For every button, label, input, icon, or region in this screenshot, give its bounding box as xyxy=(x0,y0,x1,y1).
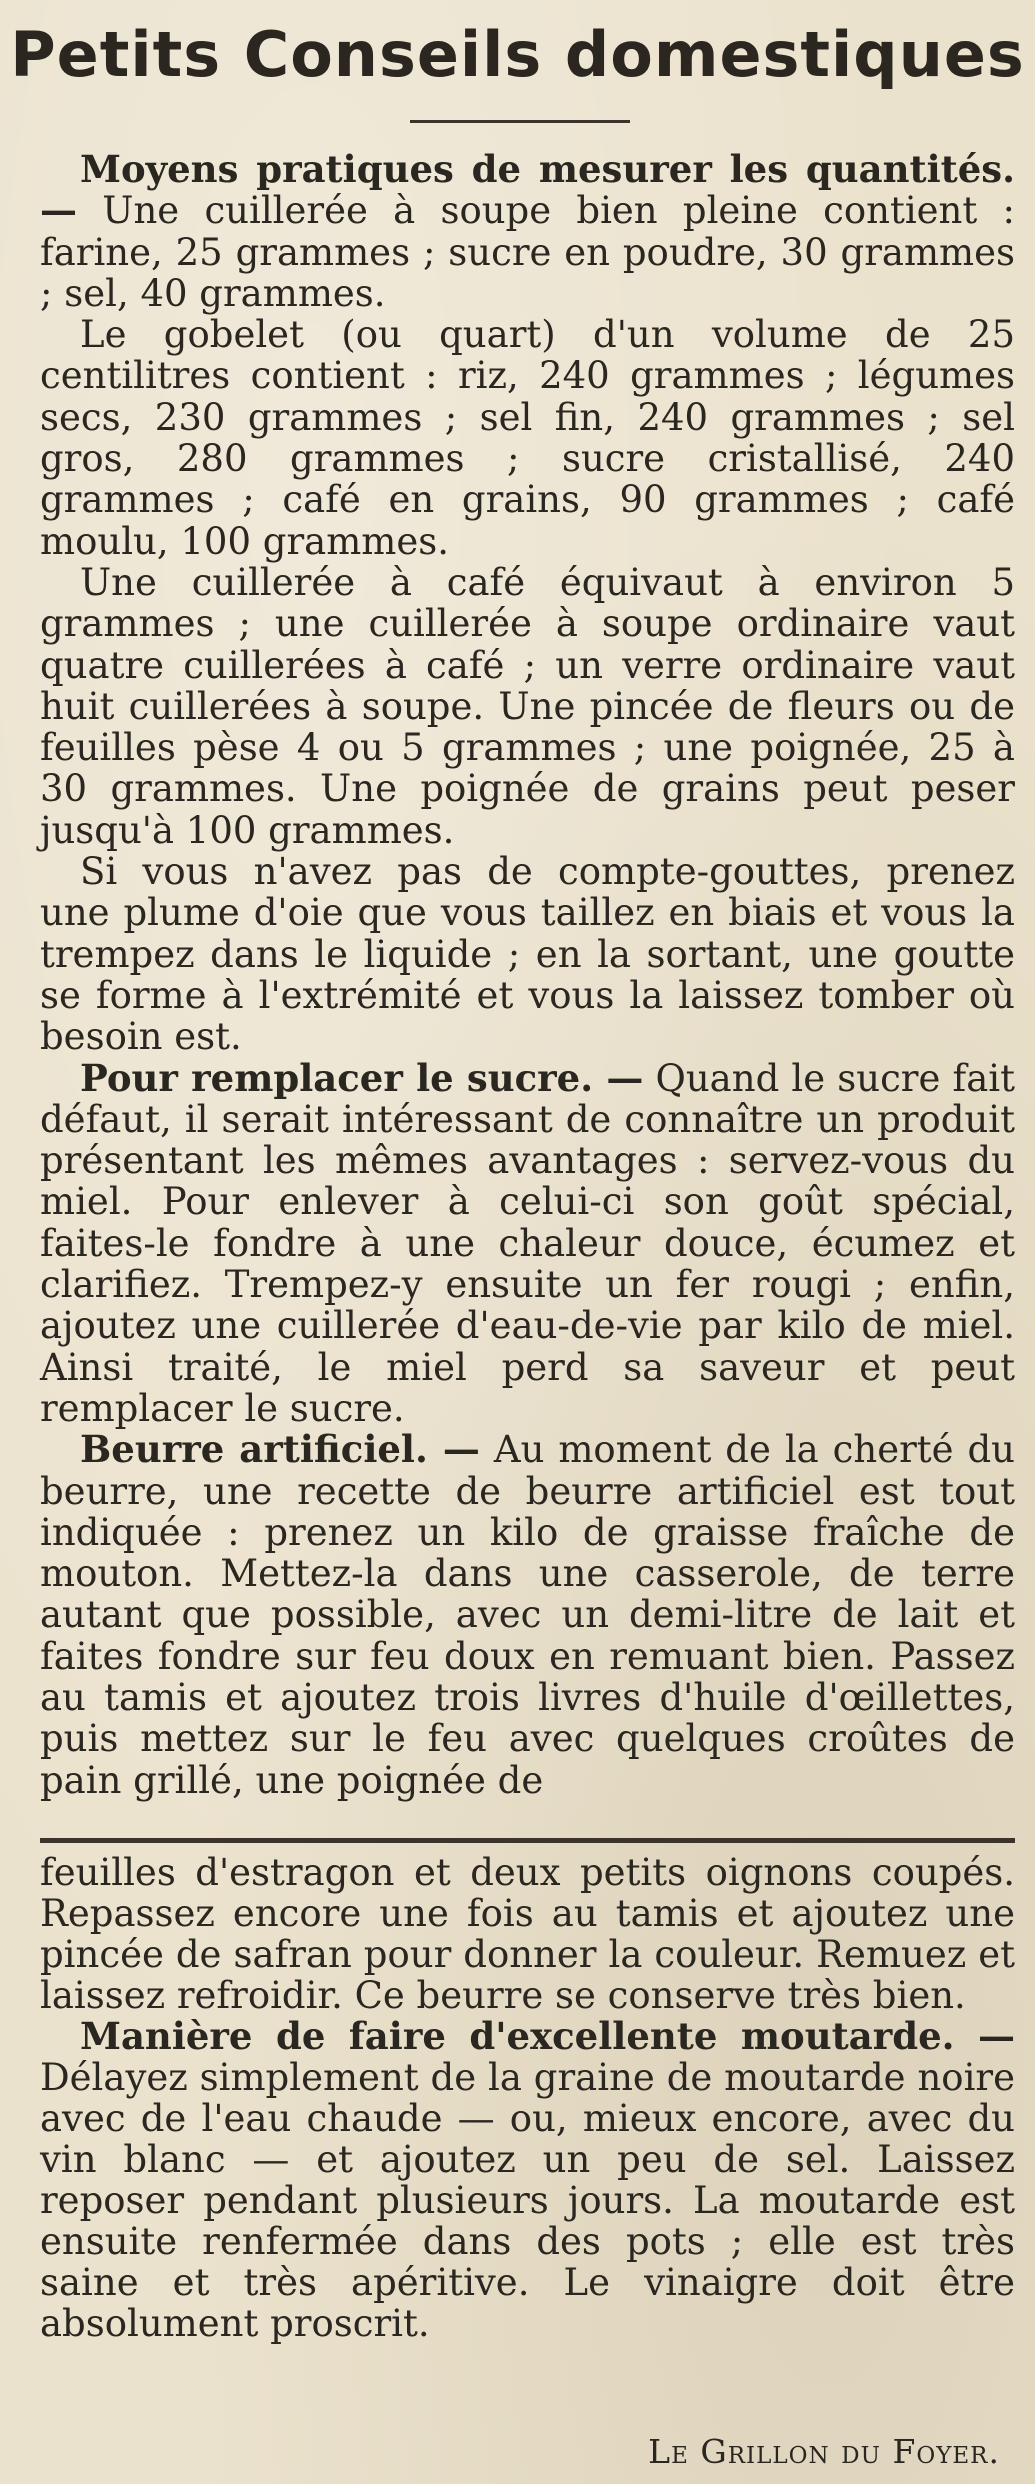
section-butter xyxy=(40,1429,1015,1801)
title-rule xyxy=(410,120,630,123)
article-column-bottom xyxy=(40,1852,1015,2344)
article-signature: Le Grillon du Foyer. xyxy=(648,2432,1000,2471)
paragraph-teaspoon: Une cuillerée à café équivaut à environ 5 grammes ; une cuillerée à soupe ordinaire vaut quatre cuillerées à café ; un verre ordinaire vaut huit cuillerées à soupe. Une pincée de fleurs ou de feuilles pèse 4 ou 5 grammes ; une poignée, 25 à 30 grammes. Une poignée de grains peut peser jusqu'à 100 grammes. xyxy=(40,560,1015,852)
column-divider xyxy=(40,1838,1015,1843)
section-heading-measures: Moyens pratiques de mesurer les quantités. — xyxy=(40,147,1015,233)
section-mustard xyxy=(40,2016,1015,2344)
article-column-top xyxy=(40,149,1015,1801)
paragraph-butter: Au moment de la cherté du beurre, une recette de beurre artificiel est tout indiquée : prenez un kilo de graisse fraîche de mouton. Mettez-la dans une casserole, de terre autant que possible, avec un demi-litre de lait et faites fondre sur feu doux en remuant bien. Passez au tamis et ajoutez trois livres d'huile d'œillettes, puis mettez sur le feu avec quelques croûtes de pain grillé, une poignée de xyxy=(40,1428,1015,1802)
article-title: Petits Conseils domestiques xyxy=(10,18,1025,91)
section-heading-mustard: Manière de faire d'excellente moutarde. — xyxy=(80,2014,1015,2058)
paragraph-dropper: Si vous n'avez pas de compte-gouttes, prenez une plume d'oie que vous taillez en biais et vous la trempez dans le liquide ; en la sortant, une goutte se forme à l'extrémité et vous la laissez tomber où besoin est. xyxy=(40,850,1015,1059)
section-heading-sugar: Pour remplacer le sucre. — xyxy=(80,1055,644,1100)
section-sugar xyxy=(40,1055,1015,1430)
paragraph-sugar: Quand le sucre fait défaut, il serait intéressant de connaître un produit présentant les mêmes avantages : servez-vous du miel. Pour enlever à celui-ci son goût spécial, faites-le fondre à une chaleur douce, écumez et clarifiez. Trempez-y ensuite un fer rougi ; enfin, ajoutez une cuillerée d'eau-de-vie par kilo de miel. Ainsi traité, le miel perd sa saveur et peut remplacer le sucre. xyxy=(40,1056,1015,1430)
section-measures xyxy=(40,149,1015,314)
paragraph-goblet: Le gobelet (ou quart) d'un volume de 25 centilitres contient : riz, 240 grammes ; légumes secs, 230 grammes ; sel fin, 240 grammes ; sel gros, 280 grammes ; sucre cristallisé, 240 grammes ; café en grains, 90 grammes ; café moulu, 100 grammes. xyxy=(40,313,1015,563)
section-heading-butter: Beurre artificiel. — xyxy=(80,1427,480,1472)
paragraph-butter-continued: feuilles d'estragon et deux petits oignons coupés. Repassez encore une fois au tamis et ajoutez une pincée de safran pour donner la couleur. Remuez et laissez refroidir. Ce beurre se conserve très bien. xyxy=(40,1851,1015,2017)
paragraph-mustard: Délayez simplement de la graine de moutarde noire avec de l'eau chaude — ou, mieux encore, avec du vin blanc — et ajoutez un peu de sel. Laissez reposer pendant plusieurs jours. La moutarde est ensuite renfermée dans des pots ; elle est très saine et très apéritive. Le vinaigre doit être absolument proscrit. xyxy=(40,2056,1015,2345)
paragraph-spoon: Une cuillerée à soupe bien pleine contient : farine, 25 grammes ; sucre en poudre, 30 grammes ; sel, 40 grammes. xyxy=(40,189,1015,315)
